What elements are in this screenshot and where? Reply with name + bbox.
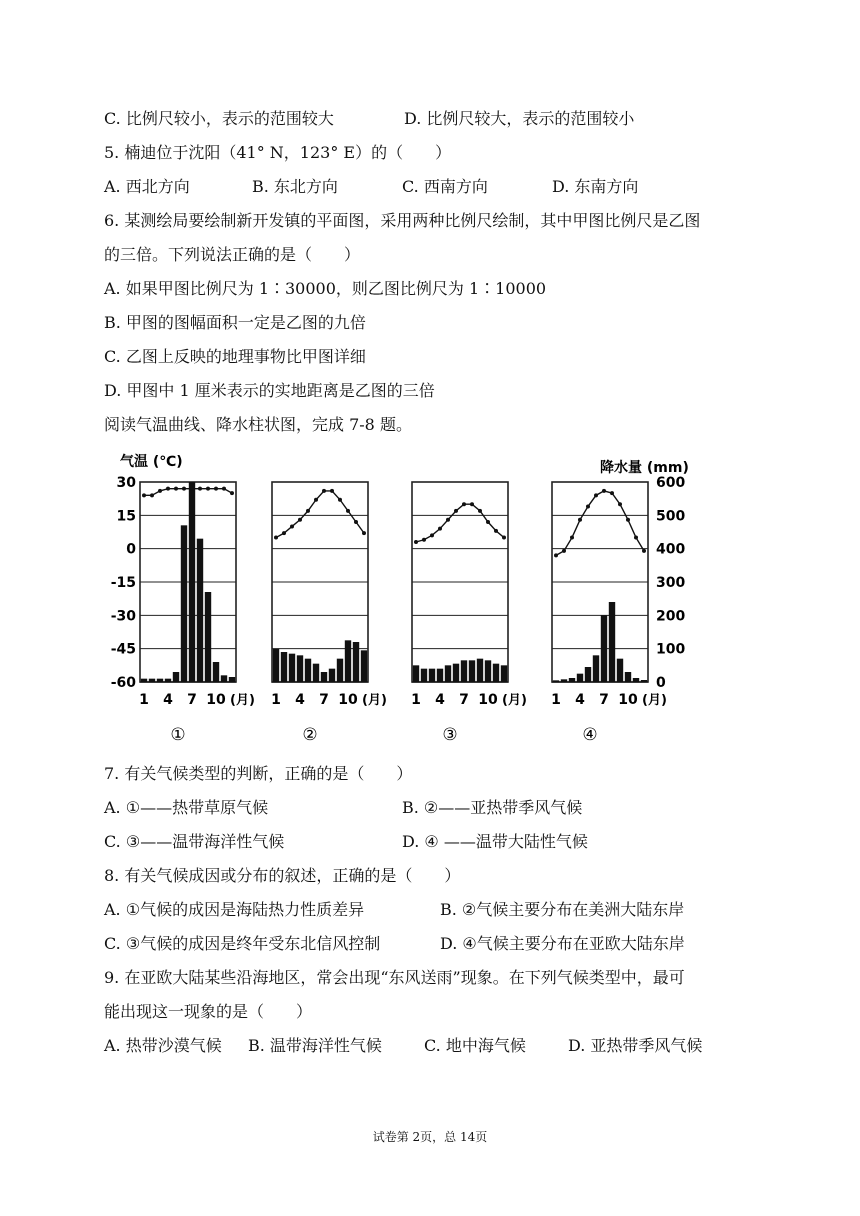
precipitation-bar xyxy=(553,680,559,682)
temperature-point xyxy=(430,533,434,537)
precipitation-bar xyxy=(585,667,591,682)
x-tick-label: 10 xyxy=(206,692,226,708)
x-tick-label: 4 xyxy=(575,692,585,708)
temperature-point xyxy=(274,536,278,540)
precipitation-bar xyxy=(469,660,475,682)
x-unit-label: (月) xyxy=(502,693,527,708)
q9-option-a: A. 热带沙漠气候 xyxy=(104,1036,222,1055)
q6-stem-line2: 的三倍。下列说法正确的是（ ） xyxy=(104,245,361,264)
x-tick-label: 7 xyxy=(187,692,197,708)
precipitation-bar xyxy=(353,642,359,682)
precipitation-bar xyxy=(609,602,615,682)
precipitation-bar xyxy=(197,539,203,682)
precipitation-bar xyxy=(453,664,459,682)
temperature-point xyxy=(642,549,646,553)
temperature-point xyxy=(502,536,506,540)
precipitation-bar xyxy=(141,679,147,682)
temperature-point xyxy=(190,487,194,491)
q8-option-b: B. ②气候主要分布在美洲大陆东岸 xyxy=(440,900,685,919)
temperature-point xyxy=(634,536,638,540)
temperature-point xyxy=(414,540,418,544)
temperature-point xyxy=(158,489,162,493)
precip-tick-label: 600 xyxy=(656,475,686,491)
q6-option-c: C. 乙图上反映的地理事物比甲图详细 xyxy=(104,347,366,366)
temperature-point xyxy=(290,524,294,528)
chart-number-label: ④ xyxy=(582,725,598,745)
precipitation-bar xyxy=(485,660,491,682)
precipitation-bar xyxy=(165,679,171,682)
temperature-point xyxy=(150,493,154,497)
temperature-point xyxy=(214,487,218,491)
page-footer: 试卷第 2页，总 14页 xyxy=(372,1130,488,1144)
temp-tick-label: -45 xyxy=(110,641,136,658)
q8-option-d: D. ④气候主要分布在亚欧大陆东岸 xyxy=(440,934,685,953)
temperature-line xyxy=(276,491,364,538)
temperature-line xyxy=(416,504,504,542)
temperature-point xyxy=(222,487,226,491)
q8-option-c: C. ③气候的成因是终年受东北信风控制 xyxy=(104,934,381,953)
precipitation-bar xyxy=(617,659,623,682)
precipitation-bar xyxy=(181,525,187,682)
x-tick-label: 10 xyxy=(338,692,358,708)
precip-tick-label: 200 xyxy=(656,608,686,625)
x-unit-label: (月) xyxy=(230,693,255,708)
precipitation-bar xyxy=(313,664,319,682)
precipitation-bar xyxy=(493,664,499,682)
q7-option-c: C. ③——温带海洋性气候 xyxy=(104,832,285,851)
temperature-point xyxy=(438,527,442,531)
temperature-point xyxy=(198,487,202,491)
precipitation-bar xyxy=(625,672,631,682)
temperature-line xyxy=(556,491,644,555)
precipitation-bar xyxy=(601,615,607,682)
precipitation-bar xyxy=(633,678,639,682)
precipitation-bar xyxy=(445,665,451,682)
temperature-point xyxy=(322,489,326,493)
q5-option-a: A. 西北方向 xyxy=(104,177,190,196)
climate-chart-3 xyxy=(411,482,527,745)
temp-tick-label: 0 xyxy=(126,541,136,558)
q7-option-b: B. ②——亚热带季风气候 xyxy=(402,798,583,817)
chart-number-label: ② xyxy=(302,725,318,745)
q6-option-b: B. 甲图的图幅面积一定是乙图的九倍 xyxy=(104,313,366,332)
precipitation-bar xyxy=(149,679,155,682)
precip-tick-label: 300 xyxy=(656,575,686,591)
q5-stem: 5. 楠迪位于沈阳（41° N，123° E）的（ ） xyxy=(104,143,452,162)
temperature-point xyxy=(626,518,630,522)
precipitation-bar xyxy=(221,675,227,682)
q9-option-c: C. 地中海气候 xyxy=(424,1036,526,1055)
q7-option-d: D. ④ ——温带大陆性气候 xyxy=(402,832,588,851)
precipitation-bar xyxy=(421,669,427,682)
chart-number-label: ① xyxy=(170,725,186,745)
precip-tick-label: 0 xyxy=(656,675,666,691)
temperature-point xyxy=(314,498,318,502)
precipitation-bar xyxy=(413,665,419,682)
temperature-point xyxy=(602,489,606,493)
precipitation-bar xyxy=(337,659,343,682)
temperature-point xyxy=(454,509,458,513)
q8-stem: 8. 有关气候成因或分布的叙述，正确的是（ ） xyxy=(104,866,461,885)
temp-axis-label: 气温 (℃) xyxy=(120,454,183,470)
precipitation-bar xyxy=(173,672,179,682)
precipitation-bar xyxy=(477,659,483,682)
chart-number-label: ③ xyxy=(442,725,458,745)
x-tick-label: 1 xyxy=(271,692,281,708)
temp-tick-label: -15 xyxy=(110,575,136,591)
precipitation-bar xyxy=(321,672,327,682)
x-tick-label: 1 xyxy=(411,692,421,708)
precipitation-bar xyxy=(345,640,351,682)
q7-option-a: A. ①——热带草原气候 xyxy=(104,798,269,817)
temperature-point xyxy=(462,502,466,506)
temperature-point xyxy=(306,509,310,513)
temp-tick-label: -60 xyxy=(110,675,136,691)
x-tick-label: 4 xyxy=(163,692,173,708)
temperature-point xyxy=(586,504,590,508)
precipitation-bar xyxy=(289,654,295,682)
q9-option-b: B. 温带海洋性气候 xyxy=(248,1036,382,1055)
temperature-point xyxy=(282,531,286,535)
temperature-point xyxy=(422,538,426,542)
q7-stem: 7. 有关气候类型的判断，正确的是（ ） xyxy=(104,764,413,783)
temperature-point xyxy=(446,518,450,522)
precipitation-bar xyxy=(205,592,211,682)
q6-stem-line1: 6. 某测绘局要绘制新开发镇的平面图，采用两种比例尺绘制，其中甲图比例尺是乙图 xyxy=(104,211,701,230)
q6-option-d: D. 甲图中 1 厘米表示的实地距离是乙图的三倍 xyxy=(104,381,435,400)
temp-tick-label: 30 xyxy=(116,475,136,491)
precipitation-bar xyxy=(437,669,443,682)
q8-option-a: A. ①气候的成因是海陆热力性质差异 xyxy=(104,900,365,919)
precipitation-bar xyxy=(273,649,279,682)
precipitation-bar xyxy=(593,655,599,682)
x-tick-label: 7 xyxy=(459,692,469,708)
precip-tick-label: 500 xyxy=(656,508,686,525)
precipitation-bar xyxy=(329,669,335,682)
q4-option-c: C. 比例尺较小，表示的范围较大 xyxy=(104,109,334,128)
precipitation-bar xyxy=(229,677,235,682)
temperature-point xyxy=(354,520,358,524)
precipitation-bar xyxy=(213,662,219,682)
temperature-line xyxy=(144,489,232,496)
temperature-point xyxy=(618,502,622,506)
temp-tick-label: 15 xyxy=(116,508,136,525)
temperature-point xyxy=(362,531,366,535)
temperature-point xyxy=(346,509,350,513)
temperature-point xyxy=(206,487,210,491)
x-unit-label: (月) xyxy=(362,693,387,708)
precip-tick-label: 400 xyxy=(656,541,686,558)
precip-axis-label: 降水量 (mm) xyxy=(600,460,689,476)
precipitation-bar xyxy=(561,679,567,682)
precipitation-bar xyxy=(281,652,287,682)
q5-option-c: C. 西南方向 xyxy=(402,177,488,196)
temperature-point xyxy=(470,502,474,506)
temperature-point xyxy=(478,509,482,513)
temperature-point xyxy=(554,553,558,557)
x-tick-label: 4 xyxy=(295,692,305,708)
temperature-point xyxy=(182,487,186,491)
precipitation-bar xyxy=(305,659,311,682)
precipitation-bar xyxy=(297,655,303,682)
temperature-point xyxy=(610,491,614,495)
temperature-point xyxy=(338,498,342,502)
temperature-point xyxy=(578,518,582,522)
x-tick-label: 7 xyxy=(319,692,329,708)
x-tick-label: 4 xyxy=(435,692,445,708)
q5-option-d: D. 东南方向 xyxy=(552,177,639,196)
precipitation-bar xyxy=(461,660,467,682)
temperature-point xyxy=(166,487,170,491)
temperature-point xyxy=(330,489,334,493)
precipitation-bar xyxy=(429,669,435,682)
precipitation-bar xyxy=(501,665,507,682)
q9-option-d: D. 亚热带季风气候 xyxy=(568,1036,703,1055)
temperature-point xyxy=(494,529,498,533)
climate-chart-2 xyxy=(271,482,387,745)
precip-tick-label: 100 xyxy=(656,641,686,658)
temperature-point xyxy=(486,520,490,524)
x-tick-label: 10 xyxy=(618,692,638,708)
q6-option-a: A. 如果甲图比例尺为 1∶30000，则乙图比例尺为 1∶10000 xyxy=(104,279,547,298)
q4-option-d: D. 比例尺较大，表示的范围较小 xyxy=(404,109,635,128)
q5-option-b: B. 东北方向 xyxy=(252,177,338,196)
precipitation-bar xyxy=(641,680,647,682)
precipitation-bar xyxy=(189,482,195,682)
temperature-point xyxy=(174,487,178,491)
temperature-point xyxy=(594,493,598,497)
temp-tick-label: -30 xyxy=(110,608,136,625)
x-unit-label: (月) xyxy=(642,693,667,708)
temperature-point xyxy=(142,493,146,497)
climate-chart-1 xyxy=(139,482,255,745)
q9-stem-line1: 9. 在亚欧大陆某些沿海地区，常会出现“东风送雨”现象。在下列气候类型中，最可 xyxy=(104,968,685,987)
precipitation-bar xyxy=(361,650,367,682)
x-tick-label: 1 xyxy=(551,692,561,708)
q9-stem-line2: 能出现这一现象的是（ ） xyxy=(104,1002,313,1021)
temperature-point xyxy=(230,491,234,495)
chart-intro: 阅读气温曲线、降水柱状图，完成 7-8 题。 xyxy=(104,415,412,434)
temperature-point xyxy=(298,518,302,522)
x-tick-label: 7 xyxy=(599,692,609,708)
precipitation-bar xyxy=(569,678,575,682)
precipitation-bar xyxy=(157,679,163,682)
precipitation-bar xyxy=(577,674,583,682)
x-tick-label: 1 xyxy=(139,692,149,708)
temperature-point xyxy=(562,549,566,553)
climate-chart-4 xyxy=(551,482,667,745)
climate-charts xyxy=(100,445,700,750)
chart-plot-area xyxy=(111,475,686,745)
temperature-point xyxy=(570,536,574,540)
x-tick-label: 10 xyxy=(478,692,498,708)
